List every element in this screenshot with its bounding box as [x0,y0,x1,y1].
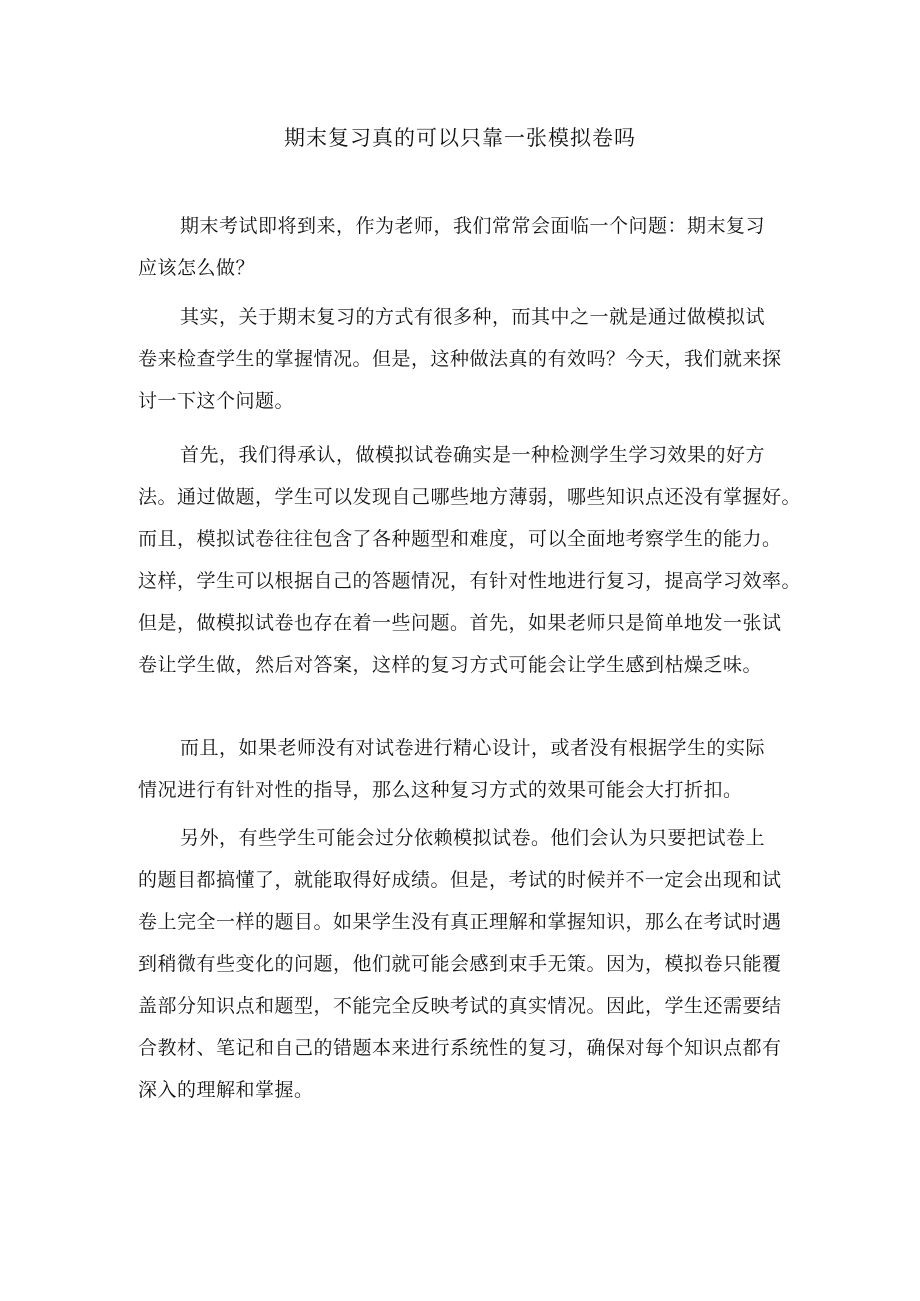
paragraph-2 [138,296,802,422]
paragraph-line: 首先，我们得承认，做模拟试卷确实是一种检测学生学习效果的好方 [180,444,766,466]
paragraph-line: 而且，模拟试卷往往包含了各种题型和难度，可以全面地考察学生的能力。 [138,528,782,550]
paragraph-line: 的题目都搞懂了，就能取得好成绩。但是，考试的时候并不一定会出现和试 [138,869,782,891]
paragraph-line: 这样，学生可以根据自己的答题情况，有针对性地进行复习，提高学习效率。 [138,570,802,592]
paragraph-line: 卷上完全一样的题目。如果学生没有真正理解和掌握知识，那么在考试时遇 [138,911,782,933]
paragraph-line: 讨一下这个问题。 [138,390,295,412]
paragraph-line: 另外，有些学生可能会过分依赖模拟试卷。他们会认为只要把试卷上 [180,827,766,849]
document-title: 期末复习真的可以只靠一张模拟卷吗 [284,126,636,150]
paragraph-4 [138,727,802,811]
paragraph-line: 但是，做模拟试卷也存在着一些问题。首先，如果老师只是简单地发一张试 [138,612,782,634]
paragraph-line: 其实，关于期末复习的方式有很多种，而其中之一就是通过做模拟试 [180,306,766,328]
paragraph-line: 深入的理解和掌握。 [138,1079,314,1101]
paragraph-line: 盖部分知识点和题型，不能完全反映考试的真实情况。因此，学生还需要结 [138,995,782,1017]
paragraph-line: 到稍微有些变化的问题，他们就可能会感到束手无策。因为，模拟卷只能覆 [138,953,782,975]
paragraph-3 [138,434,802,686]
paragraph-line: 情况进行有针对性的指导，那么这种复习方式的效果可能会大打折扣。 [138,779,743,801]
paragraph-line: 卷让学生做，然后对答案，这样的复习方式可能会让学生感到枯燥乏味。 [138,654,763,676]
paragraph-5 [138,817,802,1111]
paragraph-line: 合教材、笔记和自己的错题本来进行系统性的复习，确保对每个知识点都有 [138,1037,782,1059]
paragraph-line: 期末考试即将到来，作为老师，我们常常会面临一个问题：期末复习 [180,215,766,237]
paragraph-line: 而且，如果老师没有对试卷进行精心设计，或者没有根据学生的实际 [180,737,766,759]
paragraph-line: 法。通过做题，学生可以发现自己哪些地方薄弱，哪些知识点还没有掌握好。 [138,486,802,508]
paragraph-1 [138,205,802,289]
paragraph-line: 应该怎么做？ [138,257,256,279]
paragraph-line: 卷来检查学生的掌握情况。但是，这种做法真的有效吗？今天，我们就来探 [138,348,782,370]
